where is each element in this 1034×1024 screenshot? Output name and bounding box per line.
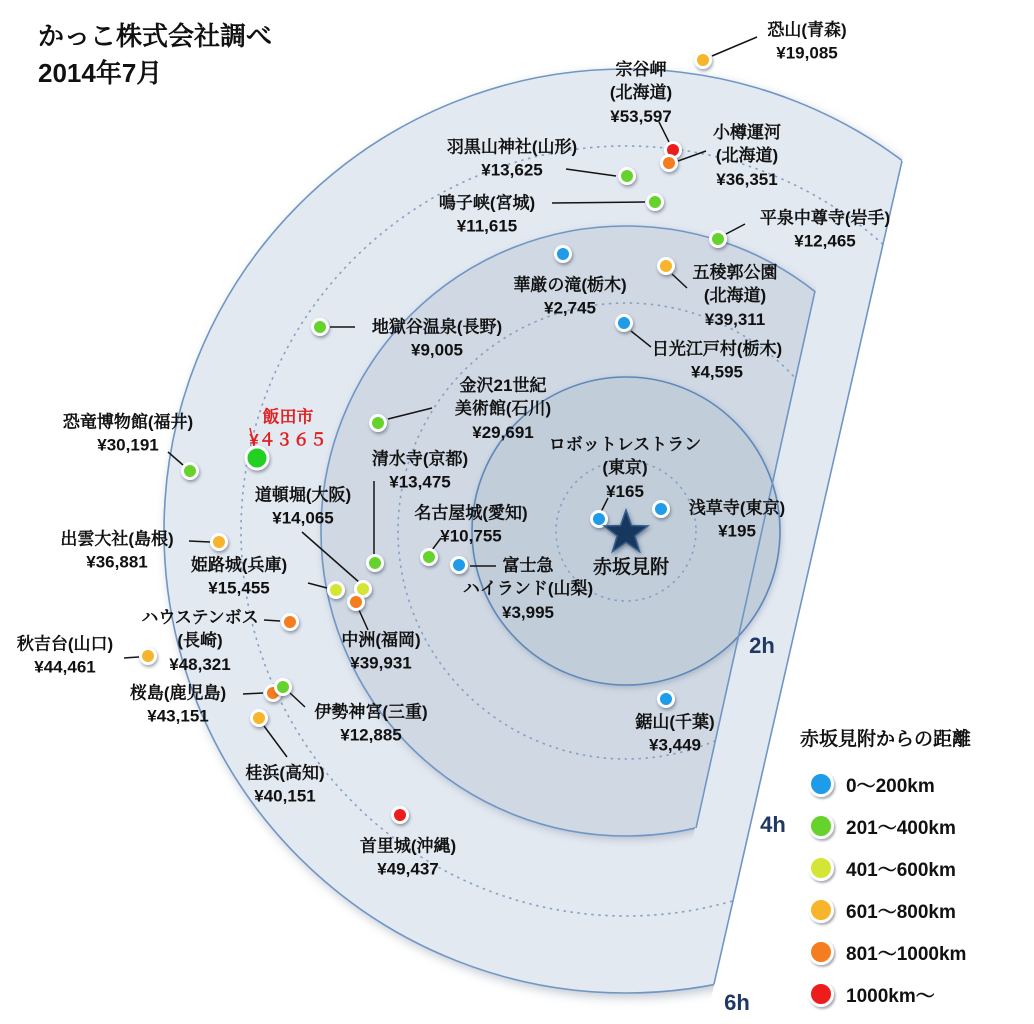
location-label-line: 浅草寺(東京) xyxy=(688,498,786,518)
legend-dot-icon xyxy=(808,897,834,923)
location-dot xyxy=(393,808,408,823)
location-label-line: 恐竜博物館(福井) xyxy=(62,412,194,432)
location-label xyxy=(341,629,420,676)
legend-title: 赤坂見附からの距離 xyxy=(800,729,972,750)
location-label-line: ¥10,755 xyxy=(440,527,502,546)
legend-item xyxy=(796,847,1032,889)
location-dot xyxy=(620,169,635,184)
location-label-line: ¥3,995 xyxy=(501,602,554,622)
location-dot xyxy=(212,535,227,550)
location-label-line: 秋吉台(山口) xyxy=(16,634,114,654)
connector-line xyxy=(124,657,139,658)
location-dot xyxy=(662,156,677,171)
location-label-line: ¥11,615 xyxy=(456,217,518,236)
location-label-line: 地獄谷温泉(長野) xyxy=(371,317,503,337)
legend-dot-icon xyxy=(808,771,834,797)
legend-item-label: 401〜600km xyxy=(846,859,956,881)
connector-line xyxy=(552,202,645,203)
location-label-line: (長崎) xyxy=(177,631,223,651)
location-label xyxy=(63,411,193,458)
location-label-line: 伊勢神宮(三重) xyxy=(314,702,428,722)
location-dot xyxy=(654,502,669,517)
location-label xyxy=(314,701,427,748)
location-dot xyxy=(368,556,383,571)
legend-item-label: 601〜800km xyxy=(846,901,956,923)
location-label-line: ¥40,151 xyxy=(254,787,316,806)
location-label-line: ¥13,625 xyxy=(481,161,543,180)
legend-item xyxy=(796,763,1032,805)
legend-item-label: 0〜200km xyxy=(846,775,935,797)
location-label-line: 平泉中尊寺(岩手) xyxy=(759,208,891,228)
legend-dot-icon xyxy=(808,855,834,881)
legend-items xyxy=(796,763,1032,1015)
location-label-line: (東京) xyxy=(602,458,648,478)
location-label xyxy=(372,316,502,363)
location-label xyxy=(249,406,326,453)
legend xyxy=(796,724,1032,1015)
location-label xyxy=(447,136,577,183)
location-dot xyxy=(283,615,298,630)
location-label-line: ¥4,595 xyxy=(690,363,743,382)
hour-label-6h: 6h xyxy=(724,990,750,1015)
location-dot xyxy=(659,692,674,707)
location-label xyxy=(610,58,672,128)
location-label-line: ¥39,931 xyxy=(350,654,412,673)
location-label xyxy=(17,633,113,680)
location-label-line: ¥9,005 xyxy=(410,341,463,360)
location-dot xyxy=(422,550,437,565)
location-label-line: 美術館(石川) xyxy=(454,399,552,419)
hour-label-4h: 4h xyxy=(760,812,786,837)
location-label xyxy=(255,484,351,531)
location-label-line: 姫路城(兵庫) xyxy=(190,555,288,575)
location-label-line: 富士急 xyxy=(502,555,554,575)
location-label-line: 日光江戸村(栃木) xyxy=(651,339,783,359)
location-label xyxy=(245,762,324,809)
legend-item xyxy=(796,931,1032,973)
location-label xyxy=(463,554,593,624)
location-dot xyxy=(349,595,364,610)
location-label xyxy=(513,274,626,321)
legend-dot-icon xyxy=(808,939,834,965)
location-label-line: 宗谷岬 xyxy=(615,59,667,79)
location-dot xyxy=(371,416,386,431)
location-label-line: ¥13,475 xyxy=(389,473,451,492)
location-label-line: ¥30,191 xyxy=(97,436,159,455)
location-label-line: ¥４３６５ xyxy=(249,431,327,450)
location-label xyxy=(767,19,846,66)
legend-dot-icon xyxy=(808,981,834,1007)
location-label-line: ロボットレストラン xyxy=(548,434,702,454)
location-dot xyxy=(313,320,328,335)
location-dot xyxy=(252,711,267,726)
legend-item xyxy=(796,889,1032,931)
location-dot xyxy=(711,232,726,247)
location-label-line: 飯田市 xyxy=(262,407,314,427)
location-label-line: 桜島(鹿児島) xyxy=(129,683,227,703)
location-label-line: 五稜郭公園 xyxy=(692,262,778,282)
hour-label-2h: 2h xyxy=(749,633,775,658)
location-label xyxy=(414,502,527,549)
location-label-line: ¥19,085 xyxy=(776,44,838,63)
location-label-line: ¥44,461 xyxy=(34,658,96,677)
location-label-line: ハイランド(山梨) xyxy=(462,579,594,599)
location-label-line: 鳴子峡(宮城) xyxy=(438,193,536,213)
chart-title-line1: かっこ株式会社調べ xyxy=(38,21,273,51)
location-label xyxy=(455,374,551,444)
location-label xyxy=(372,448,468,495)
location-label-line: ¥3,449 xyxy=(648,736,701,755)
chart-title xyxy=(38,18,272,92)
location-label xyxy=(713,121,781,191)
location-label xyxy=(760,207,890,254)
location-label-line: (北海道) xyxy=(609,83,673,103)
location-dot xyxy=(659,259,674,274)
location-label-line: 清水寺(京都) xyxy=(371,449,469,469)
location-label-line: 出雲大社(島根) xyxy=(60,529,174,549)
location-dot xyxy=(592,512,607,527)
location-label xyxy=(439,192,535,239)
location-label-line: ¥2,745 xyxy=(543,299,596,318)
connector-line xyxy=(712,37,757,56)
location-label xyxy=(191,554,287,601)
origin-label: 赤坂見附 xyxy=(592,556,670,578)
location-label-line: 桂浜(高知) xyxy=(245,763,325,783)
location-label-line: 小樽運河 xyxy=(713,122,781,142)
legend-dot-icon xyxy=(808,813,834,839)
location-dot xyxy=(556,247,571,262)
connector-line xyxy=(243,693,263,694)
location-dot xyxy=(329,583,344,598)
location-dot xyxy=(696,53,711,68)
location-label-line: 首里城(沖縄) xyxy=(359,836,457,856)
location-label xyxy=(360,835,456,882)
location-label xyxy=(689,497,785,544)
location-label-line: ¥36,881 xyxy=(86,553,148,572)
location-label xyxy=(130,682,226,729)
location-label xyxy=(141,606,258,676)
location-label xyxy=(635,711,714,758)
location-dot xyxy=(183,464,198,479)
connector-line xyxy=(264,620,280,621)
location-label xyxy=(693,261,778,331)
location-label-line: ¥36,351 xyxy=(716,169,778,189)
chart-title-line2: 2014年7月 xyxy=(38,57,163,88)
location-label-line: ¥12,885 xyxy=(340,726,402,745)
location-label-line: ¥29,691 xyxy=(472,422,534,442)
location-label-line: ¥53,597 xyxy=(610,106,672,126)
location-label-line: ¥15,455 xyxy=(208,579,270,598)
location-label-line: (北海道) xyxy=(703,286,767,306)
location-label-line: ¥165 xyxy=(606,481,644,501)
location-label-line: ¥195 xyxy=(718,522,756,541)
legend-item xyxy=(796,973,1032,1015)
location-label-line: ハウステンボス xyxy=(141,607,259,627)
location-label xyxy=(549,433,702,503)
location-label-line: 名古屋城(愛知) xyxy=(414,503,528,523)
location-label-line: ¥39,311 xyxy=(704,309,766,329)
location-label-line: (北海道) xyxy=(715,146,779,166)
location-label-line: 羽黒山神社(山形) xyxy=(446,137,578,157)
location-label-line: ¥49,437 xyxy=(377,860,439,879)
legend-item-label: 201〜400km xyxy=(846,817,956,839)
connector-line xyxy=(189,541,210,542)
legend-item-label: 1000km〜 xyxy=(846,985,935,1007)
legend-item xyxy=(796,805,1032,847)
location-label-line: ¥14,065 xyxy=(272,509,334,528)
location-dot xyxy=(276,680,291,695)
location-label-line: 中洲(福岡) xyxy=(341,630,421,650)
legend-item-label: 801〜1000km xyxy=(846,943,967,965)
location-label-line: 鋸山(千葉) xyxy=(635,712,715,732)
location-label-line: 道頓堀(大阪) xyxy=(254,485,352,505)
location-dot xyxy=(648,195,663,210)
location-label xyxy=(60,528,173,575)
location-label-line: 金沢21世紀 xyxy=(459,375,547,395)
location-label-line: 華厳の滝(栃木) xyxy=(513,275,627,295)
location-label-line: ¥48,321 xyxy=(169,654,231,674)
location-label-line: ¥43,151 xyxy=(147,707,209,726)
location-label-line: ¥12,465 xyxy=(794,232,856,251)
location-label xyxy=(652,338,782,385)
location-label-line: 恐山(青森) xyxy=(767,20,847,40)
